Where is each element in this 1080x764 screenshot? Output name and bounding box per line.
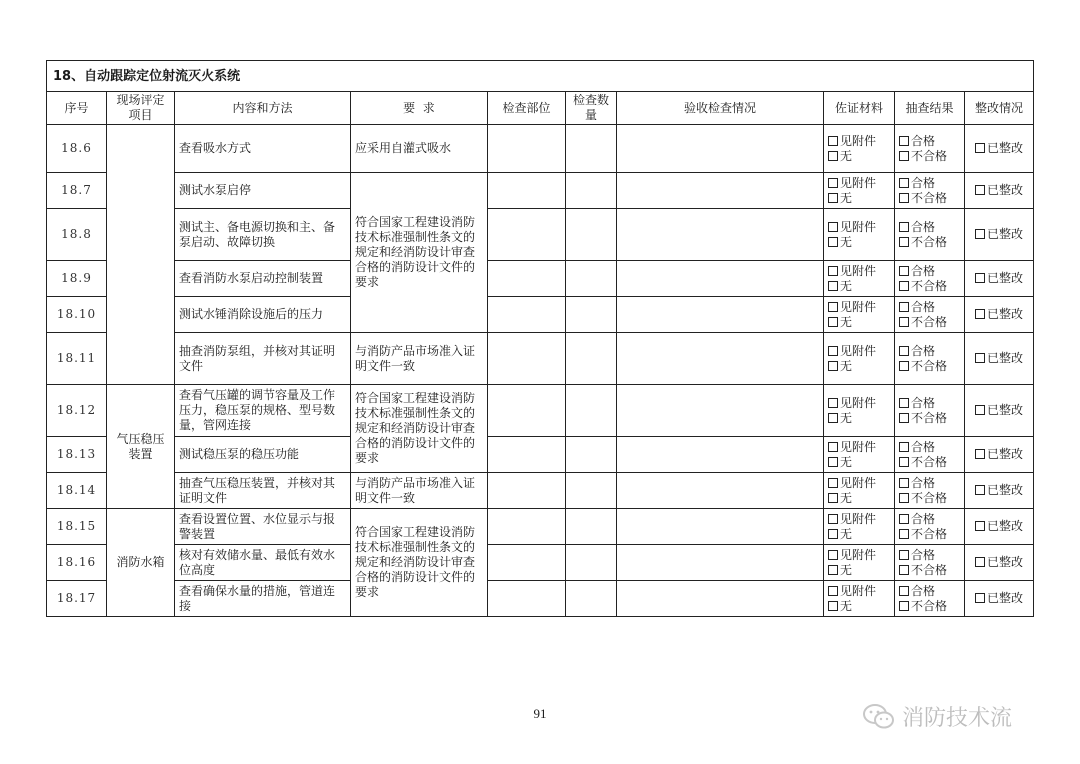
row-method: 查看气压罐的调节容量及工作压力，稳压泵的规格、型号数量，管网连接	[175, 385, 351, 437]
row-id: 18.7	[47, 173, 107, 209]
result-cell	[895, 581, 965, 617]
attach-checkbox[interactable]	[828, 398, 838, 408]
row-id: 18.11	[47, 333, 107, 385]
pass-checkbox[interactable]	[899, 478, 909, 488]
none-checkbox[interactable]	[828, 493, 838, 503]
fixed-checkbox[interactable]	[975, 449, 985, 459]
none-checkbox[interactable]	[828, 193, 838, 203]
group-label: 消防水箱	[107, 509, 175, 617]
header-row	[47, 92, 1034, 125]
fixed-checkbox[interactable]	[975, 405, 985, 415]
part-cell[interactable]	[488, 173, 566, 209]
pass-checkbox[interactable]	[899, 550, 909, 560]
pass-checkbox[interactable]	[899, 178, 909, 188]
row-id: 18.13	[47, 437, 107, 473]
qty-cell[interactable]	[566, 333, 617, 385]
evidence-cell	[824, 209, 895, 261]
none-label: 无	[840, 598, 853, 613]
row-method: 测试稳压泵的稳压功能	[175, 437, 351, 473]
attach-label: 见附件	[840, 343, 877, 358]
fail-label: 不合格	[911, 190, 948, 205]
pass-label: 合格	[911, 263, 936, 278]
wechat-icon	[862, 703, 896, 731]
row-method: 查看吸水方式	[175, 125, 351, 173]
evidence-cell	[824, 581, 895, 617]
fail-checkbox[interactable]	[899, 493, 909, 503]
fixed-label: 已整改	[987, 351, 1024, 365]
attach-label: 见附件	[840, 583, 877, 598]
fail-checkbox[interactable]	[899, 413, 909, 423]
attach-checkbox[interactable]	[828, 178, 838, 188]
none-label: 无	[840, 278, 853, 293]
none-checkbox[interactable]	[828, 457, 838, 467]
none-checkbox[interactable]	[828, 565, 838, 575]
requirement-cell: 符合国家工程建设消防技术标准强制性条文的规定和经消防设计审查合格的消防设计文件的要求	[351, 173, 488, 333]
attach-label: 见附件	[840, 133, 877, 148]
result-cell	[895, 333, 965, 385]
attach-checkbox[interactable]	[828, 222, 838, 232]
item-cell	[107, 125, 175, 385]
header-method: 内容和方法	[175, 92, 351, 125]
fail-checkbox[interactable]	[899, 151, 909, 161]
none-label: 无	[840, 562, 853, 577]
fixed-label: 已整改	[987, 141, 1024, 155]
evidence-cell	[824, 509, 895, 545]
none-checkbox[interactable]	[828, 413, 838, 423]
fixed-label: 已整改	[987, 447, 1024, 461]
attach-checkbox[interactable]	[828, 478, 838, 488]
none-label: 无	[840, 148, 853, 163]
table-row	[47, 509, 1034, 545]
row-method: 查看消防水泵启动控制装置	[175, 261, 351, 297]
qty-cell[interactable]	[566, 209, 617, 261]
title-row	[47, 61, 1034, 92]
pass-checkbox[interactable]	[899, 398, 909, 408]
fixed-checkbox[interactable]	[975, 593, 985, 603]
part-cell[interactable]	[488, 473, 566, 509]
situation-cell[interactable]	[617, 545, 824, 581]
attach-label: 见附件	[840, 475, 877, 490]
group-label: 气压稳压装置	[107, 385, 175, 509]
pass-checkbox[interactable]	[899, 136, 909, 146]
requirement-cell: 与消防产品市场准入证明文件一致	[351, 333, 488, 385]
pass-label: 合格	[911, 219, 936, 234]
table-row	[47, 333, 1034, 385]
pass-checkbox[interactable]	[899, 586, 909, 596]
fail-label: 不合格	[911, 562, 948, 577]
pass-checkbox[interactable]	[899, 266, 909, 276]
qty-cell[interactable]	[566, 297, 617, 333]
row-id: 18.10	[47, 297, 107, 333]
attach-label: 见附件	[840, 439, 877, 454]
result-cell	[895, 473, 965, 509]
situation-cell[interactable]	[617, 509, 824, 545]
row-id: 18.8	[47, 209, 107, 261]
attach-checkbox[interactable]	[828, 550, 838, 560]
attach-checkbox[interactable]	[828, 266, 838, 276]
qty-cell[interactable]	[566, 545, 617, 581]
pass-label: 合格	[911, 299, 936, 314]
none-checkbox[interactable]	[828, 237, 838, 247]
none-label: 无	[840, 526, 853, 541]
fail-label: 不合格	[911, 490, 948, 505]
qty-cell[interactable]	[566, 125, 617, 173]
fail-checkbox[interactable]	[899, 317, 909, 327]
table-row	[47, 385, 1034, 437]
rectify-cell	[965, 437, 1034, 473]
part-cell[interactable]	[488, 509, 566, 545]
fixed-checkbox[interactable]	[975, 273, 985, 283]
evidence-cell	[824, 261, 895, 297]
pass-checkbox[interactable]	[899, 222, 909, 232]
rectify-cell	[965, 545, 1034, 581]
row-method: 核对有效储水量、最低有效水位高度	[175, 545, 351, 581]
requirement-cell: 应采用自灌式吸水	[351, 125, 488, 173]
header-item: 现场评定项目	[107, 92, 175, 125]
rectify-cell	[965, 385, 1034, 437]
part-cell[interactable]	[488, 261, 566, 297]
result-cell	[895, 125, 965, 173]
fixed-label: 已整改	[987, 591, 1024, 605]
none-label: 无	[840, 234, 853, 249]
evidence-cell	[824, 385, 895, 437]
part-cell[interactable]	[488, 297, 566, 333]
row-id: 18.17	[47, 581, 107, 617]
none-label: 无	[840, 314, 853, 329]
result-cell	[895, 297, 965, 333]
row-method: 测试水锤消除设施后的压力	[175, 297, 351, 333]
attach-label: 见附件	[840, 547, 877, 562]
result-cell	[895, 261, 965, 297]
rectify-cell	[965, 125, 1034, 173]
table-row	[47, 173, 1034, 209]
attach-label: 见附件	[840, 263, 877, 278]
none-checkbox[interactable]	[828, 361, 838, 371]
situation-cell[interactable]	[617, 297, 824, 333]
table-row	[47, 297, 1034, 333]
section-title: 18、自动跟踪定位射流灭火系统	[47, 61, 1034, 92]
result-cell	[895, 173, 965, 209]
fixed-label: 已整改	[987, 483, 1024, 497]
header-part: 检查部位	[488, 92, 566, 125]
fixed-label: 已整改	[987, 403, 1024, 417]
row-id: 18.16	[47, 545, 107, 581]
pass-label: 合格	[911, 395, 936, 410]
pass-label: 合格	[911, 475, 936, 490]
rectify-cell	[965, 581, 1034, 617]
rectify-cell	[965, 209, 1034, 261]
result-cell	[895, 437, 965, 473]
attach-checkbox[interactable]	[828, 514, 838, 524]
rectify-cell	[965, 173, 1034, 209]
pass-label: 合格	[911, 343, 936, 358]
row-method: 抽查消防泵组，并核对其证明文件	[175, 333, 351, 385]
watermark-text: 消防技术流	[902, 706, 1013, 731]
qty-cell[interactable]	[566, 437, 617, 473]
part-cell[interactable]	[488, 333, 566, 385]
requirement-cell: 与消防产品市场准入证明文件一致	[351, 473, 488, 509]
none-checkbox[interactable]	[828, 317, 838, 327]
row-method: 测试主、备电源切换和主、备泵启动、故障切换	[175, 209, 351, 261]
requirement-cell: 符合国家工程建设消防技术标准强制性条文的规定和经消防设计审查合格的消防设计文件的要求	[351, 509, 488, 617]
part-cell[interactable]	[488, 209, 566, 261]
table-row	[47, 437, 1034, 473]
part-cell[interactable]	[488, 545, 566, 581]
attach-checkbox[interactable]	[828, 442, 838, 452]
attach-label: 见附件	[840, 175, 877, 190]
fail-checkbox[interactable]	[899, 601, 909, 611]
qty-cell[interactable]	[566, 581, 617, 617]
header-quantity: 检查数量	[566, 92, 617, 125]
qty-cell[interactable]	[566, 385, 617, 437]
fail-label: 不合格	[911, 454, 948, 469]
fail-label: 不合格	[911, 598, 948, 613]
fixed-checkbox[interactable]	[975, 143, 985, 153]
requirement-cell: 符合国家工程建设消防技术标准强制性条文的规定和经消防设计审查合格的消防设计文件的要求	[351, 385, 488, 473]
attach-checkbox[interactable]	[828, 302, 838, 312]
evidence-cell	[824, 173, 895, 209]
watermark	[862, 701, 1012, 732]
fail-label: 不合格	[911, 234, 948, 249]
situation-cell[interactable]	[617, 209, 824, 261]
row-method: 抽查气压稳压装置，并核对其证明文件	[175, 473, 351, 509]
situation-cell[interactable]	[617, 473, 824, 509]
result-cell	[895, 209, 965, 261]
part-cell[interactable]	[488, 581, 566, 617]
row-method: 测试水泵启停	[175, 173, 351, 209]
none-checkbox[interactable]	[828, 281, 838, 291]
fail-label: 不合格	[911, 526, 948, 541]
fixed-checkbox[interactable]	[975, 309, 985, 319]
fixed-label: 已整改	[987, 183, 1024, 197]
fixed-label: 已整改	[987, 555, 1024, 569]
rectify-cell	[965, 473, 1034, 509]
fail-label: 不合格	[911, 358, 948, 373]
pass-label: 合格	[911, 175, 936, 190]
pass-label: 合格	[911, 547, 936, 562]
row-id: 18.15	[47, 509, 107, 545]
fixed-checkbox[interactable]	[975, 229, 985, 239]
rectify-cell	[965, 333, 1034, 385]
table-row	[47, 209, 1034, 261]
fixed-label: 已整改	[987, 271, 1024, 285]
pass-checkbox[interactable]	[899, 514, 909, 524]
fixed-checkbox[interactable]	[975, 557, 985, 567]
header-requirement: 要 求	[351, 92, 488, 125]
fixed-checkbox[interactable]	[975, 485, 985, 495]
fail-label: 不合格	[911, 278, 948, 293]
attach-checkbox[interactable]	[828, 136, 838, 146]
evidence-cell	[824, 297, 895, 333]
header-seq: 序号	[47, 92, 107, 125]
pass-checkbox[interactable]	[899, 302, 909, 312]
none-label: 无	[840, 358, 853, 373]
attach-label: 见附件	[840, 511, 877, 526]
fail-checkbox[interactable]	[899, 361, 909, 371]
result-cell	[895, 385, 965, 437]
row-id: 18.14	[47, 473, 107, 509]
pass-label: 合格	[911, 439, 936, 454]
fail-checkbox[interactable]	[899, 281, 909, 291]
row-method: 查看确保水量的措施，管道连接	[175, 581, 351, 617]
inspection-table	[46, 60, 1034, 617]
evidence-cell	[824, 437, 895, 473]
attach-checkbox[interactable]	[828, 346, 838, 356]
header-situation: 验收检查情况	[617, 92, 824, 125]
inspection-sheet	[46, 60, 1033, 617]
part-cell[interactable]	[488, 385, 566, 437]
none-label: 无	[840, 490, 853, 505]
situation-cell[interactable]	[617, 125, 824, 173]
fail-checkbox[interactable]	[899, 529, 909, 539]
none-label: 无	[840, 190, 853, 205]
none-checkbox[interactable]	[828, 529, 838, 539]
header-rectify: 整改情况	[965, 92, 1034, 125]
situation-cell[interactable]	[617, 385, 824, 437]
row-id: 18.9	[47, 261, 107, 297]
row-method: 查看设置位置、水位显示与报警装置	[175, 509, 351, 545]
fail-checkbox[interactable]	[899, 193, 909, 203]
attach-label: 见附件	[840, 395, 877, 410]
fixed-label: 已整改	[987, 307, 1024, 321]
pass-label: 合格	[911, 133, 936, 148]
rectify-cell	[965, 261, 1034, 297]
evidence-cell	[824, 545, 895, 581]
fail-label: 不合格	[911, 314, 948, 329]
attach-checkbox[interactable]	[828, 586, 838, 596]
table-row	[47, 125, 1034, 173]
none-checkbox[interactable]	[828, 601, 838, 611]
qty-cell[interactable]	[566, 473, 617, 509]
table-row	[47, 473, 1034, 509]
page-number: 91	[533, 706, 547, 721]
evidence-cell	[824, 125, 895, 173]
fail-checkbox[interactable]	[899, 237, 909, 247]
none-checkbox[interactable]	[828, 151, 838, 161]
result-cell	[895, 509, 965, 545]
fixed-checkbox[interactable]	[975, 353, 985, 363]
table-row	[47, 545, 1034, 581]
situation-cell[interactable]	[617, 261, 824, 297]
none-label: 无	[840, 410, 853, 425]
table-row	[47, 581, 1034, 617]
fixed-checkbox[interactable]	[975, 185, 985, 195]
pass-checkbox[interactable]	[899, 346, 909, 356]
fail-label: 不合格	[911, 410, 948, 425]
row-id: 18.6	[47, 125, 107, 173]
pass-label: 合格	[911, 583, 936, 598]
attach-label: 见附件	[840, 299, 877, 314]
evidence-cell	[824, 473, 895, 509]
qty-cell[interactable]	[566, 509, 617, 545]
situation-cell[interactable]	[617, 333, 824, 385]
table-row	[47, 261, 1034, 297]
header-evidence: 佐证材料	[824, 92, 895, 125]
fixed-label: 已整改	[987, 519, 1024, 533]
evidence-cell	[824, 333, 895, 385]
situation-cell[interactable]	[617, 173, 824, 209]
part-cell[interactable]	[488, 437, 566, 473]
fail-label: 不合格	[911, 148, 948, 163]
attach-label: 见附件	[840, 219, 877, 234]
pass-checkbox[interactable]	[899, 442, 909, 452]
qty-cell[interactable]	[566, 173, 617, 209]
rectify-cell	[965, 297, 1034, 333]
pass-label: 合格	[911, 511, 936, 526]
situation-cell[interactable]	[617, 581, 824, 617]
fail-checkbox[interactable]	[899, 565, 909, 575]
fixed-checkbox[interactable]	[975, 521, 985, 531]
fixed-label: 已整改	[987, 227, 1024, 241]
rectify-cell	[965, 509, 1034, 545]
situation-cell[interactable]	[617, 437, 824, 473]
none-label: 无	[840, 454, 853, 469]
part-cell[interactable]	[488, 125, 566, 173]
row-id: 18.12	[47, 385, 107, 437]
fail-checkbox[interactable]	[899, 457, 909, 467]
result-cell	[895, 545, 965, 581]
qty-cell[interactable]	[566, 261, 617, 297]
header-result: 抽查结果	[895, 92, 965, 125]
